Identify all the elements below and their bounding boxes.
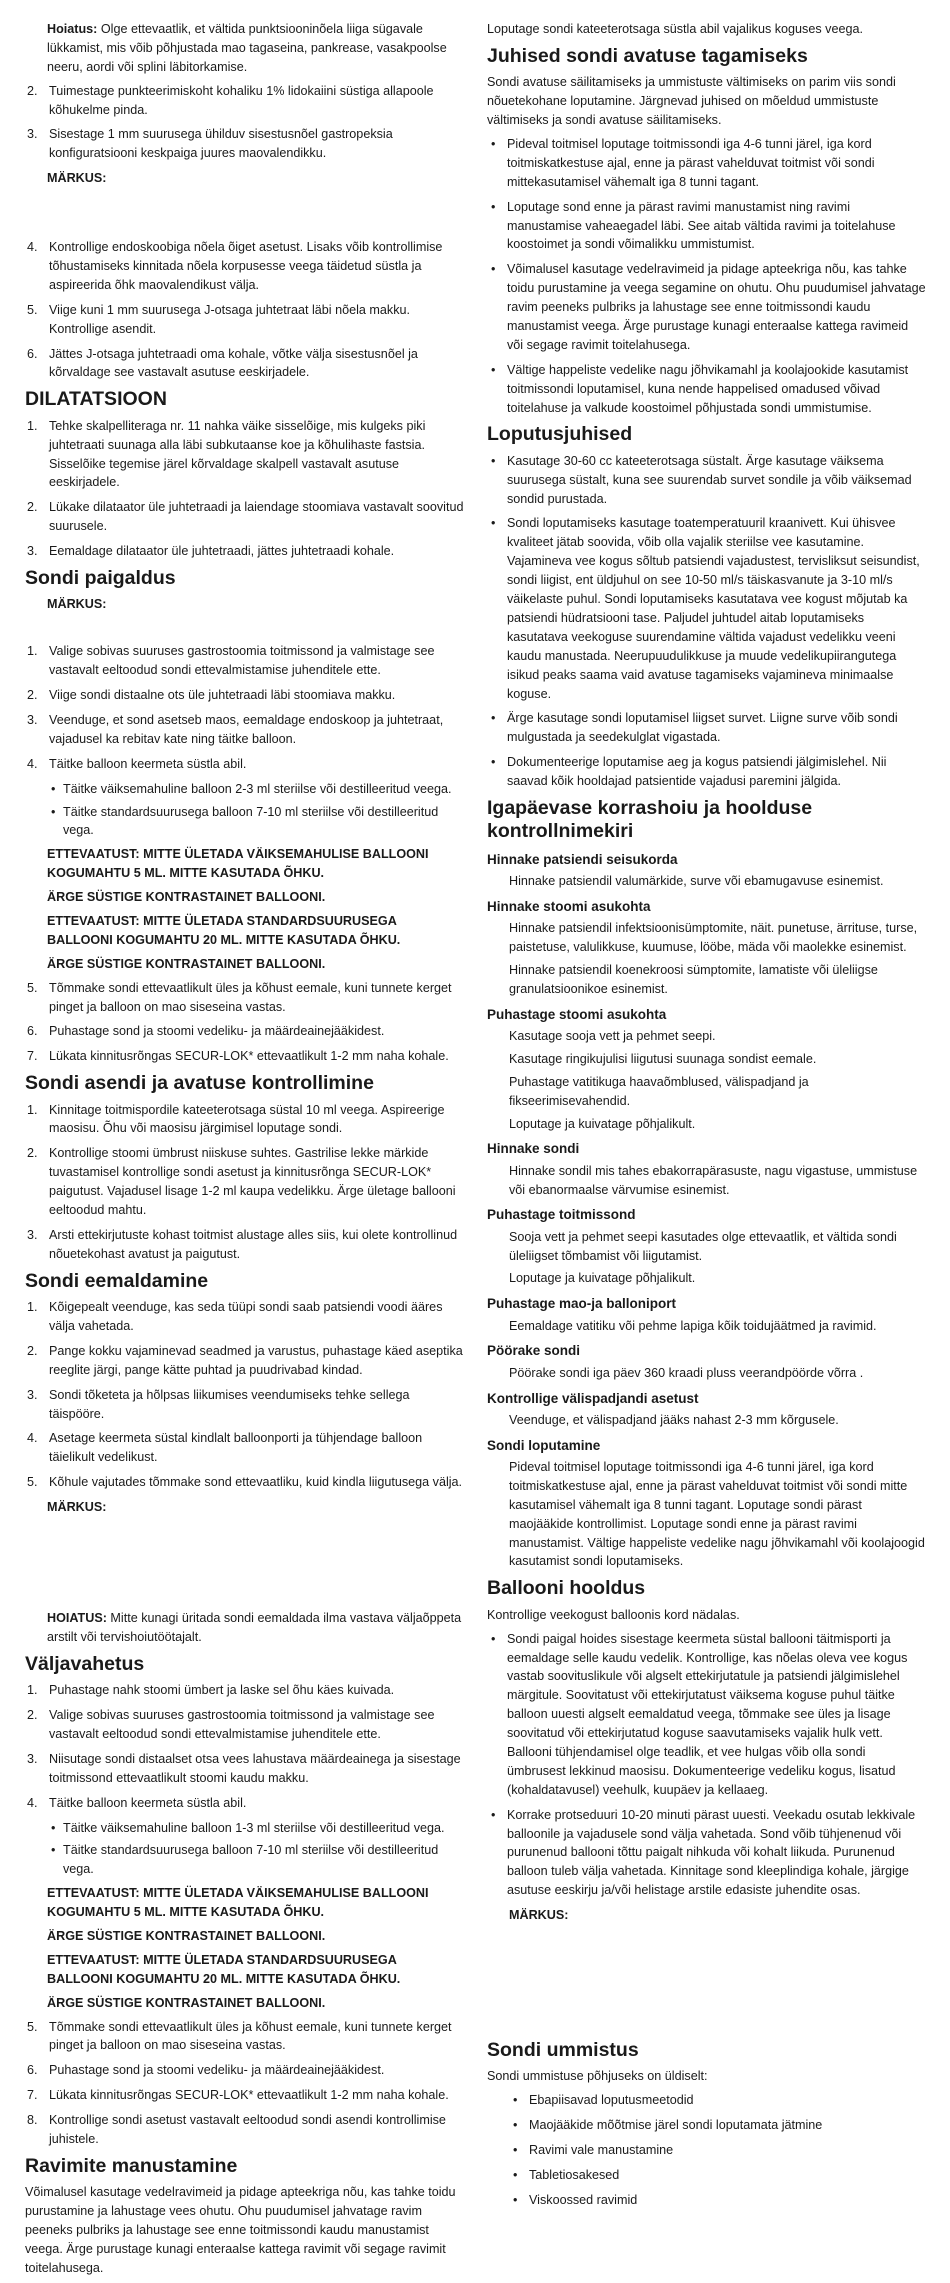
note-1: MÄRKUS: — [47, 171, 107, 186]
checklist-heading: Puhastage toitmissond — [487, 1207, 636, 1223]
clog-intro: Sondi ummistuse põhjuseks on üldiselt: — [487, 2069, 708, 2084]
list-item — [25, 1342, 465, 1380]
item-text: Kinnitage toitmispordile kateeterotsaga süstal 10 ml veega. Aspireerige maosisu. Õhu või maosisu järgimisel loputage sondi. — [49, 1102, 445, 1136]
item-number: 2. — [27, 688, 38, 703]
dilatation-steps — [25, 417, 465, 561]
item-text: Puhastage nahk stoomi ümbert ja laske sel õhu käes kuivada. — [49, 1683, 395, 1698]
list-item — [25, 755, 465, 774]
list-item — [25, 1473, 465, 1492]
checklist-item: Hinnake sondil mis tahes ebakorrapärasuste, nagu vigastuse, ummistuse või ebanormaalse värvumise esinemist. — [509, 1163, 918, 1197]
item-text: Kontrollige endoskoobiga nõela õiget asetust. Lisaks võib kontrollimise tõhustamiseks kinnitada nõela korpusesse veega täidetud süstla ja aspireerida õhk maovalendikust välja. — [49, 240, 443, 292]
checklist-heading: Sondi loputamine — [487, 1437, 601, 1453]
meds-text: Võimalusel kasutage vedelravimeid ja pidage apteekriga nõu, kas tahke toidu purustamine ja lahustage vees ohutu. Ohu puudumisel jahvatage ravim peeneks pulbriks ja lahustage see enne toitmissondi kaudu manustamist veega. Ärge purustage kunagi enteraalse kattega ravimit või segage ravimit toitelahusega. — [25, 2185, 456, 2275]
item-number: 7. — [27, 2088, 38, 2103]
replacement-steps — [25, 1681, 465, 1812]
item-text: Tehke skalpelliteraga nr. 11 nahka väike sisselõige, mis kulgeks piki juhtetraati suunaga alla läbi subkutaanse koe ja kõhulihaste fastsia. Sisselõike tegemise järel kõrvaldage skalpell vastavalt asutuse eeskirjadele. — [49, 418, 426, 490]
checklist-heading: Hinnake stoomi asukohta — [487, 898, 651, 914]
replacement-steps-2 — [25, 2018, 465, 2149]
checklist-item: Hinnake patsiendil infektsioonisümptomite, näit. punetuse, ärrituse, turse, paistetuse, valulikkuse, kuumuse, lööbe, mäda või maolekke esinemist. — [509, 921, 918, 955]
replacement-sub-list — [47, 1819, 465, 1880]
heading-balloon: Ballooni hooldus — [487, 1577, 646, 1600]
caution-1a: ETTEVAATUST: MITTE ÜLETADA VÄIKSEMAHULISE BALLOONI KOGUMAHTU 5 ML. MITTE KASUTADA ÕHKU. — [47, 847, 429, 881]
list-item — [25, 2018, 465, 2056]
item-number: 3. — [27, 1387, 38, 1402]
item-text: Puhastage sond ja stoomi vedeliku- ja määrdeainejääkidest. — [49, 1024, 385, 1039]
list-item — [25, 1681, 465, 1700]
heading-patency: Juhised sondi avatuse tagamiseks — [487, 44, 808, 67]
caution-2d: ÄRGE SÜSTIGE KONTRASTAINET BALLOONI. — [47, 1995, 326, 2010]
bullet-item: • Kasutage 30-60 cc kateeterotsaga süstalt. Ärge kasutage väiksema suurusega süstalt, kuna see suurendab survet sondile ja võib väiksemad sondid purustada. — [505, 452, 927, 509]
item-number: 2. — [27, 83, 38, 98]
checklist-heading: Hinnake patsiendi seisukorda — [487, 851, 678, 867]
checklist-heading: Pöörake sondi — [487, 1343, 581, 1359]
patency-intro: Sondi avatuse säilitamiseks ja ummistuste vältimiseks on parim viis sondi nõuetekohane loputamine. Järgnevad juhised on mõeldud ummistuste vältimiseks ja sondi avatuse säilitamiseks. — [487, 75, 896, 128]
checklist-item: Kasutage ringikujulisi liigutusi suunaga sondist eemale. — [509, 1051, 817, 1066]
heading-placement: Sondi paigaldus — [25, 566, 176, 589]
item-text: Asetage keermeta süstal kindlalt balloonporti ja tühjendage balloon täielikult vedelikust. — [49, 1431, 423, 1465]
caution-2c: ETTEVAATUST: MITTE ÜLETADA STANDARDSUURUSEGA BALLOONI KOGUMAHTU 20 ML. MITTE KASUTADA ÕHKU. — [47, 1952, 401, 1986]
item-text: Kontrollige stoomi ümbrust niiskuse suhtes. Gastrilise lekke märkide tuvastamisel kontrollige sondi asetust ja kinnitusrõnga SECUR-LOK* paigutust. Vajadusel lisage 1-2 ml kaupa vedelikku. Ärge ületage ballooni eeltoodud mahtu. — [49, 1146, 456, 1218]
checklist-item: Puhastage vatitikuga haavaõmblused, välispadjand ja fikseerimisevahendid. — [509, 1074, 809, 1108]
caution-1b: ÄRGE SÜSTIGE KONTRASTAINET BALLOONI. — [47, 890, 326, 905]
item-text: Täitke balloon keermeta süstla abil. — [49, 1795, 247, 1810]
item-number: 5. — [27, 302, 38, 317]
item-number: 5. — [27, 2019, 38, 2034]
heading-flush: Loputusjuhised — [487, 423, 633, 446]
list-item — [25, 2111, 465, 2149]
checklist-item: Veenduge, et välispadjand jääks nahast 2-3 mm kõrgusele. — [509, 1412, 839, 1427]
item-text: Arsti ettekirjutuste kohast toitmist alustage alles siis, kui olete kontrollinud nõuetekohast avatust ja paigutust. — [49, 1227, 458, 1261]
item-text: Lükata kinnitusrõngas SECUR-LOK* ettevaatlikult 1-2 mm naha kohale. — [49, 2088, 449, 2103]
caution-2a: ETTEVAATUST: MITTE ÜLETADA VÄIKSEMAHULISE BALLOONI KOGUMAHTU 5 ML. MITTE KASUTADA ÕHKU. — [47, 1886, 429, 1920]
heading-clog: Sondi ummistus — [487, 2039, 639, 2061]
checklist-heading: Puhastage stoomi asukohta — [487, 1006, 667, 1022]
checklist-item: Pideval toitmisel loputage toitmissondi iga 4-6 tunni järel, iga kord toitmiskatkestuse ajal, enne ja pärast vahelduvat toitmist või sondi mitte kasutamisel vähemalt iga 8 tunni tagant. Loputage sondi pärast maojääkide kontrollimist. Loputage sondi enne ja pärast ravimi manustamist. Vältige happeliste vedelike nagu jõhvikamahl või koolajoogid kasutamist sondi loputamiseks. — [509, 1460, 925, 1569]
item-text: Valige sobivas suuruses gastrostoomia toitmissond ja valmistage see vastavalt eeltoodud sondi ettevalmistamise juhenditele ette. — [49, 644, 435, 678]
steps-b — [25, 238, 465, 382]
placement-sub-list — [47, 780, 465, 841]
list-item — [25, 1429, 465, 1467]
bullet-item: • Täitke standardsuurusega balloon 7-10 ml steriilse või destilleeritud vega. — [61, 1841, 465, 1879]
item-text: Valige sobivas suuruses gastrostoomia toitmissond ja valmistage see vastavalt eeltoodud sondi ettevalmistamise juhenditele ette. — [49, 1708, 435, 1741]
heading-removal: Sondi eemaldamine — [25, 1269, 209, 1292]
checklist-heading: Hinnake sondi — [487, 1141, 580, 1157]
bullet-item: • Dokumenteerige loputamise aeg ja kogus patsiendi jälgimislehel. Nii saavad kõik hooldajad patsientide vajadusi paremini jälgida. — [505, 753, 927, 791]
bullet-item: • Pideval toitmisel loputage toitmissondi iga 4-6 tunni järel, iga kord toitmiskatkestuse ajal, enne ja pärast vahelduvat toitmist või sondi mittekasutamisel vähemalt iga 8 tunni tagant. — [505, 135, 927, 192]
bullet-item: • Täitke standardsuurusega balloon 7-10 ml steriilse või destilleeritud vega. — [61, 803, 465, 841]
item-number: 3. — [27, 127, 38, 142]
item-number: 6. — [27, 1024, 38, 1039]
list-item — [25, 1101, 465, 1139]
bullet-item: • Täitke väiksemahuline balloon 2-3 ml steriilse või destilleeritud veega. — [61, 780, 465, 799]
bullet-item: • Maojääkide mõõtmise järel sondi loputamata jätmine — [527, 2116, 927, 2135]
list-item — [25, 1226, 465, 1264]
item-text: Tõmmake sondi ettevaatlikult üles ja kõhust eemale, kuni tunnete kerget pinget ja balloon on mao siseseina vastas. — [49, 980, 452, 1014]
list-item — [25, 642, 465, 680]
bullet-item: • Viskoossed ravimid — [527, 2191, 927, 2210]
list-item — [25, 1794, 465, 1813]
bullet-item: • Sondi loputamiseks kasutage toatemperatuuril kraanivett. Kui ühisvee kvaliteet jätab soovida, võib olla vajalik steriilse vee kasutamine. Vajamineva vee kogus sõltub patsiendi vajadustest, tervisliksut seisundist, sondi liigist, ent üldjuhul on see 10-50 ml/s täiskasvanute ja 3-10 ml/s väikelaste puhul. Sondi loputamiseks kasutatava vee kogust mõjutab ka patsiendi hüdratsiooni tase. Paljudel juhtudel aitab loputamiseks kasutatava veekoguse suurendamine vältida vajadust vedelikku veeni kaudu manustada. Neerupuudulikkuse ja muude vedelikupiirangutega isikud peaks saama vaid avatuse tagamiseks vajamineva minimaalse koguse. — [505, 514, 927, 703]
patency-bullets — [487, 135, 927, 417]
note-3: MÄRKUS: — [47, 1500, 107, 1515]
item-text: Sondi tõketeta ja hõlpsas liikumises veendumiseks tehke sellega täispööre. — [49, 1387, 410, 1421]
item-number: 3. — [27, 1227, 38, 1242]
item-number: 8. — [27, 2113, 38, 2128]
list-item — [25, 345, 465, 383]
item-text: Tuimestage punkteerimiskoht kohaliku 1% lidokaiini süstiga allapoole kõhukelme pinda. — [49, 83, 434, 117]
list-item — [25, 2086, 465, 2105]
caution-2b: ÄRGE SÜSTIGE KONTRASTAINET BALLOONI. — [47, 1928, 326, 1943]
balloon-intro: Kontrollige veekogust balloonis kord nädalas. — [487, 1607, 740, 1622]
list-item — [25, 82, 465, 120]
list-item — [25, 2061, 465, 2080]
checklist-heading: Kontrollige välispadjandi asetust — [487, 1390, 699, 1406]
checklist-item: Pöörake sondi iga päev 360 kraadi pluss veerandpöörde võrra . — [509, 1365, 864, 1380]
item-number: 3. — [27, 544, 38, 559]
placement-steps — [25, 642, 465, 773]
item-number: 2. — [27, 1708, 38, 1723]
removal-steps — [25, 1298, 465, 1492]
balloon-bullets — [487, 1630, 927, 1900]
item-text: Viige sondi distaalne ots üle juhtetraadi läbi stoomiava makku. — [49, 688, 396, 703]
checklist — [487, 850, 927, 1572]
item-text: Veenduge, et sond asetseb maos, eemaldage endoskoop ja juhtetraat, vajadusel ka rebitav kate ning täitke balloon. — [49, 712, 444, 746]
bullet-item: • Ravimi vale manustamine — [527, 2141, 927, 2160]
list-item — [25, 1298, 465, 1336]
bullet-item: • Loputage sond enne ja pärast ravimi manustamist ning ravimi manustamise vaheaegadel läbi. See aitab vältida ravimi ja toitelahuse koostoimet ja sondi võimalikku ummistumist. — [505, 198, 927, 255]
item-number: 2. — [27, 1146, 38, 1161]
list-item — [25, 979, 465, 1017]
item-text: Viige kuni 1 mm suurusega J-otsaga juhtetraat läbi nõela makku. Kontrollige asendit. — [49, 302, 410, 336]
item-number: 1. — [27, 644, 38, 659]
item-text: Kontrollige sondi asetust vastavalt eeltoodud sondi asendi kontrollimise juhistele. — [49, 2113, 446, 2146]
item-number: 1. — [27, 1683, 38, 1698]
clog-bullets — [509, 2091, 927, 2209]
item-number: 5. — [27, 1475, 38, 1490]
bullet-item: • Täitke väiksemahuline balloon 1-3 ml steriilse või destilleeritud vega. — [61, 1819, 465, 1838]
item-text: Pange kokku vajaminevad seadmed ja varustus, puhastage käed aseptika reeglite järgi, pange kätte puhtad ja puudrivabad kindad. — [49, 1343, 463, 1377]
item-text: Kõhule vajutades tõmmake sond ettevaatliku, kuid kindla liigutusega välja. — [49, 1475, 463, 1490]
left-column — [25, 20, 465, 2283]
verify-steps — [25, 1101, 465, 1264]
list-item — [25, 498, 465, 536]
checklist-item: Loputage ja kuivatage põhjalikult. — [509, 1271, 696, 1286]
item-text: Puhastage sond ja stoomi vedeliku- ja määrdeainejääkidest. — [49, 2063, 385, 2078]
checklist-item: Hinnake patsiendil koenekroosi sümptomite, lamatiste või üleliigse granulatsioonikoe esinemist. — [509, 962, 878, 996]
bullet-item: • Ärge kasutage sondi loputamisel liigset survet. Liigne surve võib sondi mulgustada ja seedekulglat vigastada. — [505, 709, 927, 747]
checklist-heading: Puhastage mao-ja balloniport — [487, 1296, 677, 1312]
heading-dilatation: DILATATSIOON — [25, 388, 167, 411]
checklist-item: Kasutage sooja vett ja pehmet seepi. — [509, 1028, 716, 1043]
bullet-item: • Ebapiisavad loputusmeetodid — [527, 2091, 927, 2110]
item-number: 2. — [27, 500, 38, 515]
list-item — [25, 1144, 465, 1220]
bullet-item: • Korrake protseduuri 10-20 minuti pärast uuesti. Veekadu osutab lekkivale balloonile ja vajadusele sond välja vahetada. Sond võib tühjenenud või purunenud ballooni tõttu paigalt nihkuda või kohalt liikuda. Purunenud balloon tuleb välja vahetada. Kinnitage sond kleeplindiga kohale, järgige asutuse eeskirju ja/või helistage arstile edasiste juhendite osas. — [505, 1806, 927, 1900]
steps-a — [25, 82, 465, 164]
item-number: 6. — [27, 2063, 38, 2078]
item-number: 3. — [27, 712, 38, 727]
list-item — [25, 542, 465, 561]
bullet-item: • Sondi paigal hoides sisestage keermeta süstal ballooni täitmisporti ja eemaldage selle kaudu vedelik. Kontrollige, kas nõelas oleva vee kogus vastab soovituslikule või algselt ettekirjutatule ja patsiendi jälgimislehel märgitule. Soovitatust või ettekirjutatust väiksema koguse puhul täitke balloon uuesti algselt eemaldatud veega, tõmmake see üles ja lisage soovitatud või ettekirjutatud koguse saavutamiseks vajalik hulk vett. Ballooni tühjendamisel olge teadlik, et vee hulgas võib olla sondi ümbrusest lekkinud maosisu. Dokumenteerige vedeliku kogus, lisatud (kohaldatavusel) veehulk, kuupäev ja kellaaeg. — [505, 1630, 927, 1800]
item-text: Tõmmake sondi ettevaatlikult üles ja kõhust eemale, kuni tunnete kerget pinget ja balloon on mao siseseina vastas. — [49, 2019, 452, 2053]
flush-bullets — [487, 452, 927, 791]
list-item — [25, 1706, 465, 1744]
item-number: 1. — [27, 418, 38, 433]
placement-steps-2 — [25, 979, 465, 1067]
heading-replacement: Väljavahetus — [25, 1652, 145, 1675]
item-text: Niisutage sondi distaalset otsa vees lahustava määrdeainega ja sisestage toitmissond ettevaatlikult stoomi kaudu makku. — [49, 1751, 461, 1785]
heading-meds: Ravimite manustamine — [25, 2154, 238, 2177]
list-item — [25, 711, 465, 749]
item-number: 4. — [27, 240, 38, 255]
heading-verify: Sondi asendi ja avatuse kontrollimine — [25, 1072, 374, 1095]
item-text: Lükata kinnitusrõngas SECUR-LOK* ettevaatlikult 1-2 mm naha kohale. — [49, 1049, 449, 1064]
item-text: Täitke balloon keermeta süstla abil. — [49, 756, 247, 771]
item-number: 2. — [27, 1343, 38, 1358]
item-text: Kõigepealt veenduge, kas seda tüüpi sondi saab patsiendi voodi ääres välja vahetada. — [49, 1300, 443, 1333]
caution-1c: ETTEVAATUST: MITTE ÜLETADA STANDARDSUURUSEGA BALLOONI KOGUMAHTU 20 ML. MITTE KASUTADA ÕHKU. — [47, 913, 401, 947]
item-number: 3. — [27, 1751, 38, 1766]
list-item — [25, 686, 465, 705]
list-item — [25, 1750, 465, 1788]
list-item — [25, 125, 465, 163]
item-number: 7. — [27, 1049, 38, 1064]
list-item — [25, 1386, 465, 1424]
caution-1d: ÄRGE SÜSTIGE KONTRASTAINET BALLOONI. — [47, 956, 326, 971]
item-number: 1. — [27, 1102, 38, 1117]
item-number: 5. — [27, 980, 38, 995]
item-number: 1. — [27, 1300, 38, 1315]
item-text: Sisestage 1 mm suurusega ühilduv sisestusnõel gastropeksia konfiguratsiooni keskpaiga juures maovalendikku. — [49, 127, 393, 161]
bullet-item: • Tabletiosakesed — [527, 2166, 927, 2185]
right-column — [487, 20, 927, 2216]
list-item — [25, 1022, 465, 1041]
item-number: 4. — [27, 1795, 38, 1810]
item-number: 4. — [27, 1431, 38, 1446]
intro-warning: Hoiatus: Olge ettevaatlik, et vältida punktsiooninõela liiga sügavale lükkamist, mis võib põhjustada mao tagaseina, pankrease, vasakpoolse neeru, aordi või splini läbitorkamise. — [47, 22, 447, 74]
list-item — [25, 417, 465, 493]
checklist-item: Sooja vett ja pehmet seepi kasutades olge ettevaatlik, et vältida sondi üleliigset tõmbamist või liigutamist. — [509, 1229, 897, 1263]
item-text: Lükake dilataator üle juhtetraadi ja laiendage stoomiava vastavalt soovitud suurusele. — [49, 500, 464, 534]
list-item — [25, 301, 465, 339]
checklist-item: Loputage ja kuivatage põhjalikult. — [509, 1116, 696, 1131]
warning-2: HOIATUS: Mitte kunagi üritada sondi eemaldada ilma vastava väljaõppeta arstilt või tervishoiutöötajalt. — [47, 1611, 462, 1644]
item-number: 6. — [27, 346, 38, 361]
list-item — [25, 238, 465, 295]
item-text: Eemaldage dilataator üle juhtetraadi, jättes juhtetraadi kohale. — [49, 544, 395, 559]
list-item — [25, 1047, 465, 1066]
note-4: MÄRKUS: — [509, 1908, 569, 1923]
flush-lead: Loputage sondi kateeterotsaga süstla abil vajalikus koguses veega. — [487, 22, 863, 36]
checklist-item: Eemaldage vatitiku või pehme lapiga kõik toidujäätmed ja ravimid. — [509, 1318, 877, 1333]
bullet-item: • Vältige happeliste vedelike nagu jõhvikamahl ja koolajookide kasutamist toitmissondi loputamisel, kuna nende happelised omadused võivad toitelahuse ja valkude koostoimel põhjustada sondi ummistumise. — [505, 361, 927, 418]
item-number: 4. — [27, 756, 38, 771]
note-2: MÄRKUS: — [47, 597, 107, 612]
bullet-item: • Võimalusel kasutage vedelravimeid ja pidage apteekriga nõu, kas tahke toidu purustamine ja veega segamine on ohutu. Ohu puudumisel jahvatage ravim peeneks pulbriks ja lahustage see enne toitmissondi kaudu manustamist veega. Ärge purustage kunagi enteraalse kattega ravimeid või segage ravimit toitelahusega. — [505, 260, 927, 354]
item-text: Jättes J-otsaga juhtetraadi oma kohale, võtke välja sisestusnõel ja kõrvaldage see vastavalt asutuse eeskirjadele. — [49, 346, 418, 380]
heading-checklist: Igapäevase korrashoiu ja hoolduse kontrollnimekiri — [487, 796, 813, 843]
checklist-item: Hinnake patsiendil valumärkide, surve või ebamugavuse esinemist. — [509, 873, 884, 888]
